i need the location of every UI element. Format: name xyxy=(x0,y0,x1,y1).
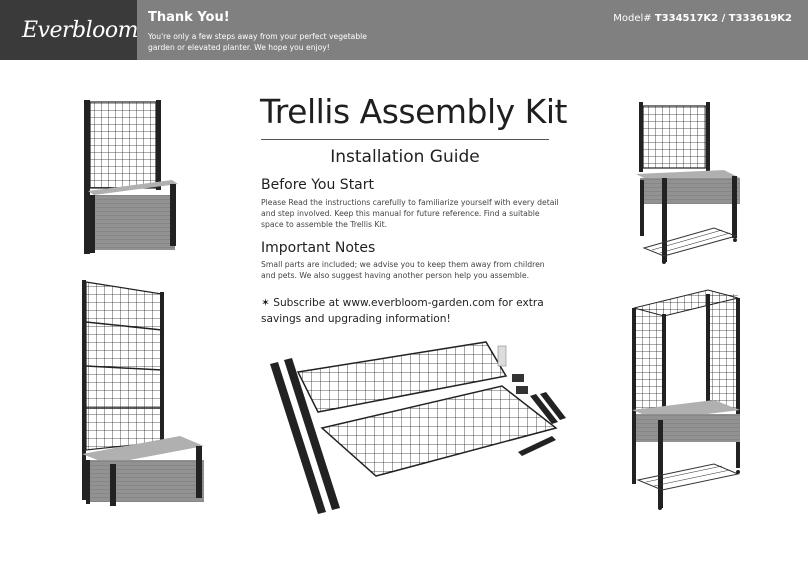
brand-logo-box xyxy=(0,0,137,60)
brand-logo: Everbloom xyxy=(22,18,138,43)
page-subtitle: Installation Guide xyxy=(330,147,480,167)
product-image-kit-parts xyxy=(266,336,570,516)
product-image-planter-trellis-tall xyxy=(80,278,210,508)
header-bar xyxy=(0,0,808,60)
model-label: Model# xyxy=(613,13,652,24)
product-image-elevated-planter-arch xyxy=(628,288,744,510)
section-body-important-notes: Small parts are included; we advise you to keep them away from children and pets. We also suggest having another person help you assemble. xyxy=(261,260,545,280)
product-image-elevated-planter-trellis xyxy=(634,100,744,264)
thanks-title: Thank You! xyxy=(148,10,230,25)
subscribe-note: ✶ Subscribe at www.everbloom-garden.com for extra savings and upgrading information! xyxy=(261,297,544,325)
page-title: Trellis Assembly Kit xyxy=(260,92,567,131)
section-heading-important-notes: Important Notes xyxy=(261,240,376,256)
product-image-planter-trellis-short xyxy=(80,96,184,258)
model-values: T334517K2 / T333619K2 xyxy=(654,13,792,24)
thanks-message: You're only a few steps away from your perfect vegetable garden or elevated planter. We hope you enjoy! xyxy=(148,32,367,52)
section-body-before-start: Please Read the instructions carefully to familiarize yourself with every detail and step involved. Keep this manual for future reference. Find a suitable space to assemble the Trellis Kit. xyxy=(261,198,559,229)
title-divider xyxy=(261,139,549,140)
section-heading-before-start: Before You Start xyxy=(261,177,375,193)
model-number xyxy=(613,13,792,24)
